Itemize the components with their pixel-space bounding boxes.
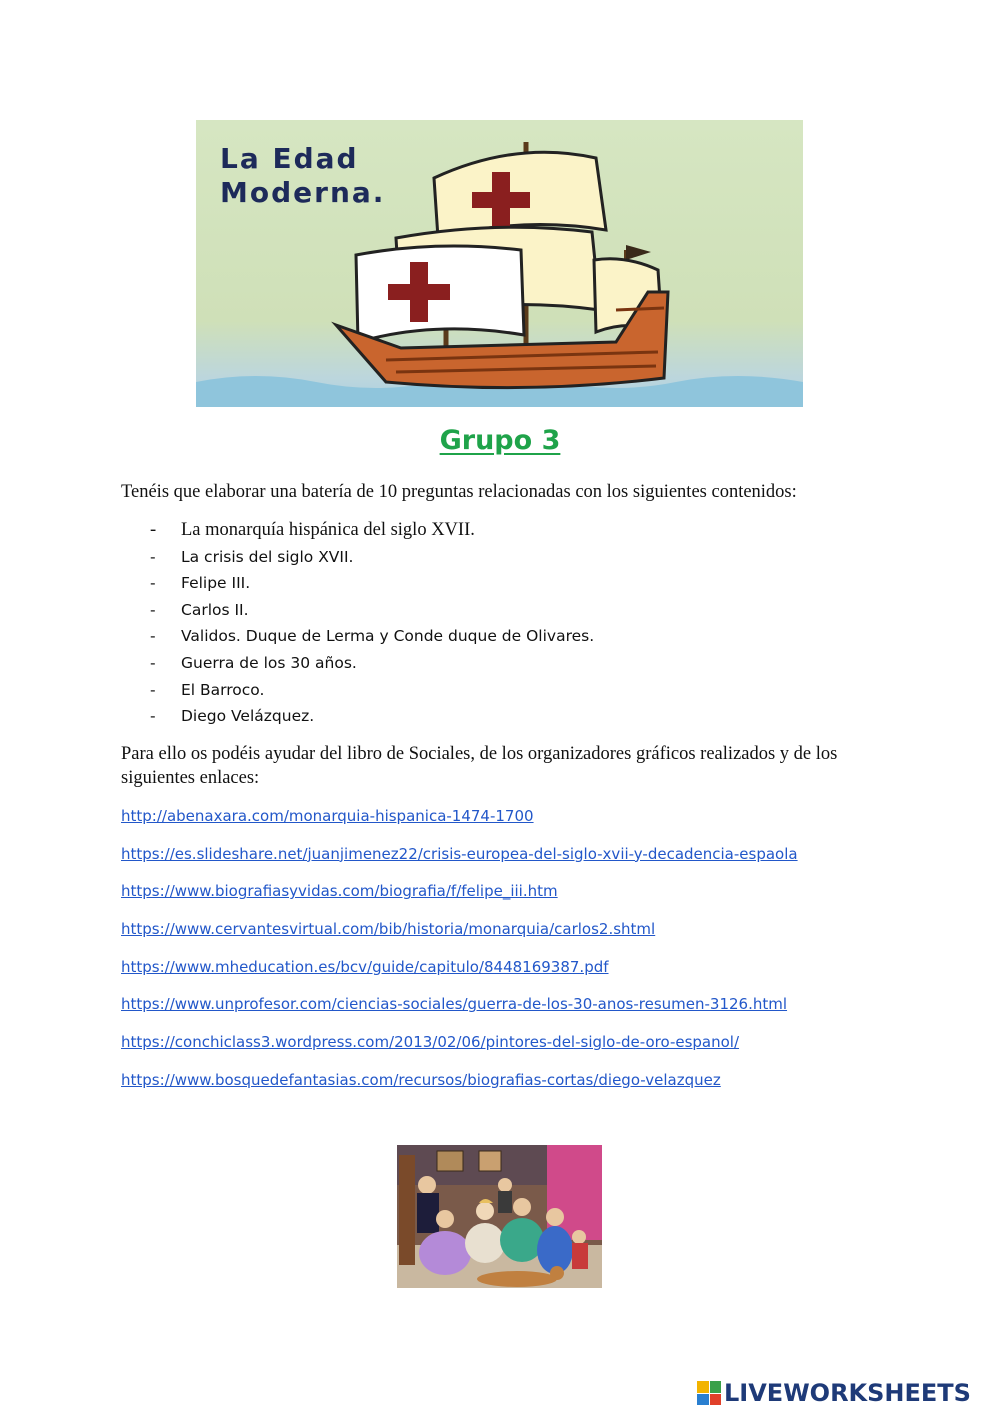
bullet-dash: - (150, 653, 156, 672)
brand-name: LIVEWORKSHEETS (724, 1379, 971, 1407)
list-item (150, 650, 594, 677)
hero-title-line2: Moderna. (220, 176, 386, 209)
link-crisis-siglo-xvii[interactable]: https://es.slideshare.net/juanjimenez22/crisis-europea-del-siglo-xvii-y-decadencia-espaola (121, 844, 798, 863)
list-item (150, 703, 594, 730)
meninas-drawing (397, 1145, 602, 1288)
link-carlos-ii[interactable]: https://www.cervantesvirtual.com/bib/historia/monarquia/carlos2.shtml (121, 920, 656, 939)
topic-text: Felipe III. (181, 574, 251, 593)
topic-text: La monarquía hispánica del siglo XVII. (181, 520, 475, 540)
bullet-dash: - (150, 520, 157, 540)
topic-text: Validos. Duque de Lerma y Conde duque de Olivares. (181, 627, 595, 646)
bullet-dash: - (150, 547, 156, 566)
intro-text: Tenéis que elaborar una batería de 10 preguntas relacionadas con los siguientes contenidos: (121, 482, 797, 502)
topic-list (150, 517, 594, 730)
link-monarquia-hispanica[interactable]: http://abenaxara.com/monarquia-hispanica-1474-1700 (121, 807, 534, 825)
bullet-dash: - (150, 600, 156, 619)
topic-text: Guerra de los 30 años. (181, 653, 357, 672)
hero-image (196, 120, 803, 407)
list-item (150, 623, 594, 650)
topic-text: La crisis del siglo XVII. (181, 547, 354, 566)
link-list (121, 804, 798, 1106)
bullet-dash: - (150, 627, 156, 646)
list-item (150, 677, 594, 704)
list-item (150, 544, 594, 571)
link-guerra-30-anos[interactable]: https://www.unprofesor.com/ciencias-sociales/guerra-de-los-30-anos-resumen-3126.html (121, 995, 788, 1014)
resources-paragraph: Para ello os podéis ayudar del libro de Sociales, de los organizadores gráficos realizados y de los siguientes enlaces: (121, 744, 838, 788)
page-title-text: Grupo 3 (439, 425, 561, 456)
meninas-illustration (397, 1145, 602, 1288)
link-mheducation-pdf[interactable]: https://www.mheducation.es/bcv/guide/capitulo/8448169387.pdf (121, 957, 609, 976)
topic-text: El Barroco. (181, 680, 265, 699)
liveworksheets-logo (697, 1378, 971, 1408)
bullet-dash: - (150, 707, 156, 726)
list-item (150, 597, 594, 624)
list-item (150, 570, 594, 597)
liveworksheets-icon (697, 1381, 721, 1405)
list-item (150, 517, 594, 544)
link-pintores-siglo-de-oro[interactable]: https://conchiclass3.wordpress.com/2013/02/06/pintores-del-siglo-de-oro-espanol/ (121, 1033, 740, 1052)
topic-text: Diego Velázquez. (181, 707, 315, 726)
hero-title-line1: La Edad (220, 142, 359, 175)
page-title (0, 425, 1000, 456)
link-felipe-iii[interactable]: https://www.biografiasyvidas.com/biografia/f/felipe_iii.htm (121, 882, 558, 901)
bullet-dash: - (150, 680, 156, 699)
bullet-dash: - (150, 574, 156, 593)
link-diego-velazquez[interactable]: https://www.bosquedefantasias.com/recursos/biografias-cortas/diego-velazquez (121, 1070, 721, 1089)
topic-text: Carlos II. (181, 600, 249, 619)
hero-title (220, 142, 385, 210)
